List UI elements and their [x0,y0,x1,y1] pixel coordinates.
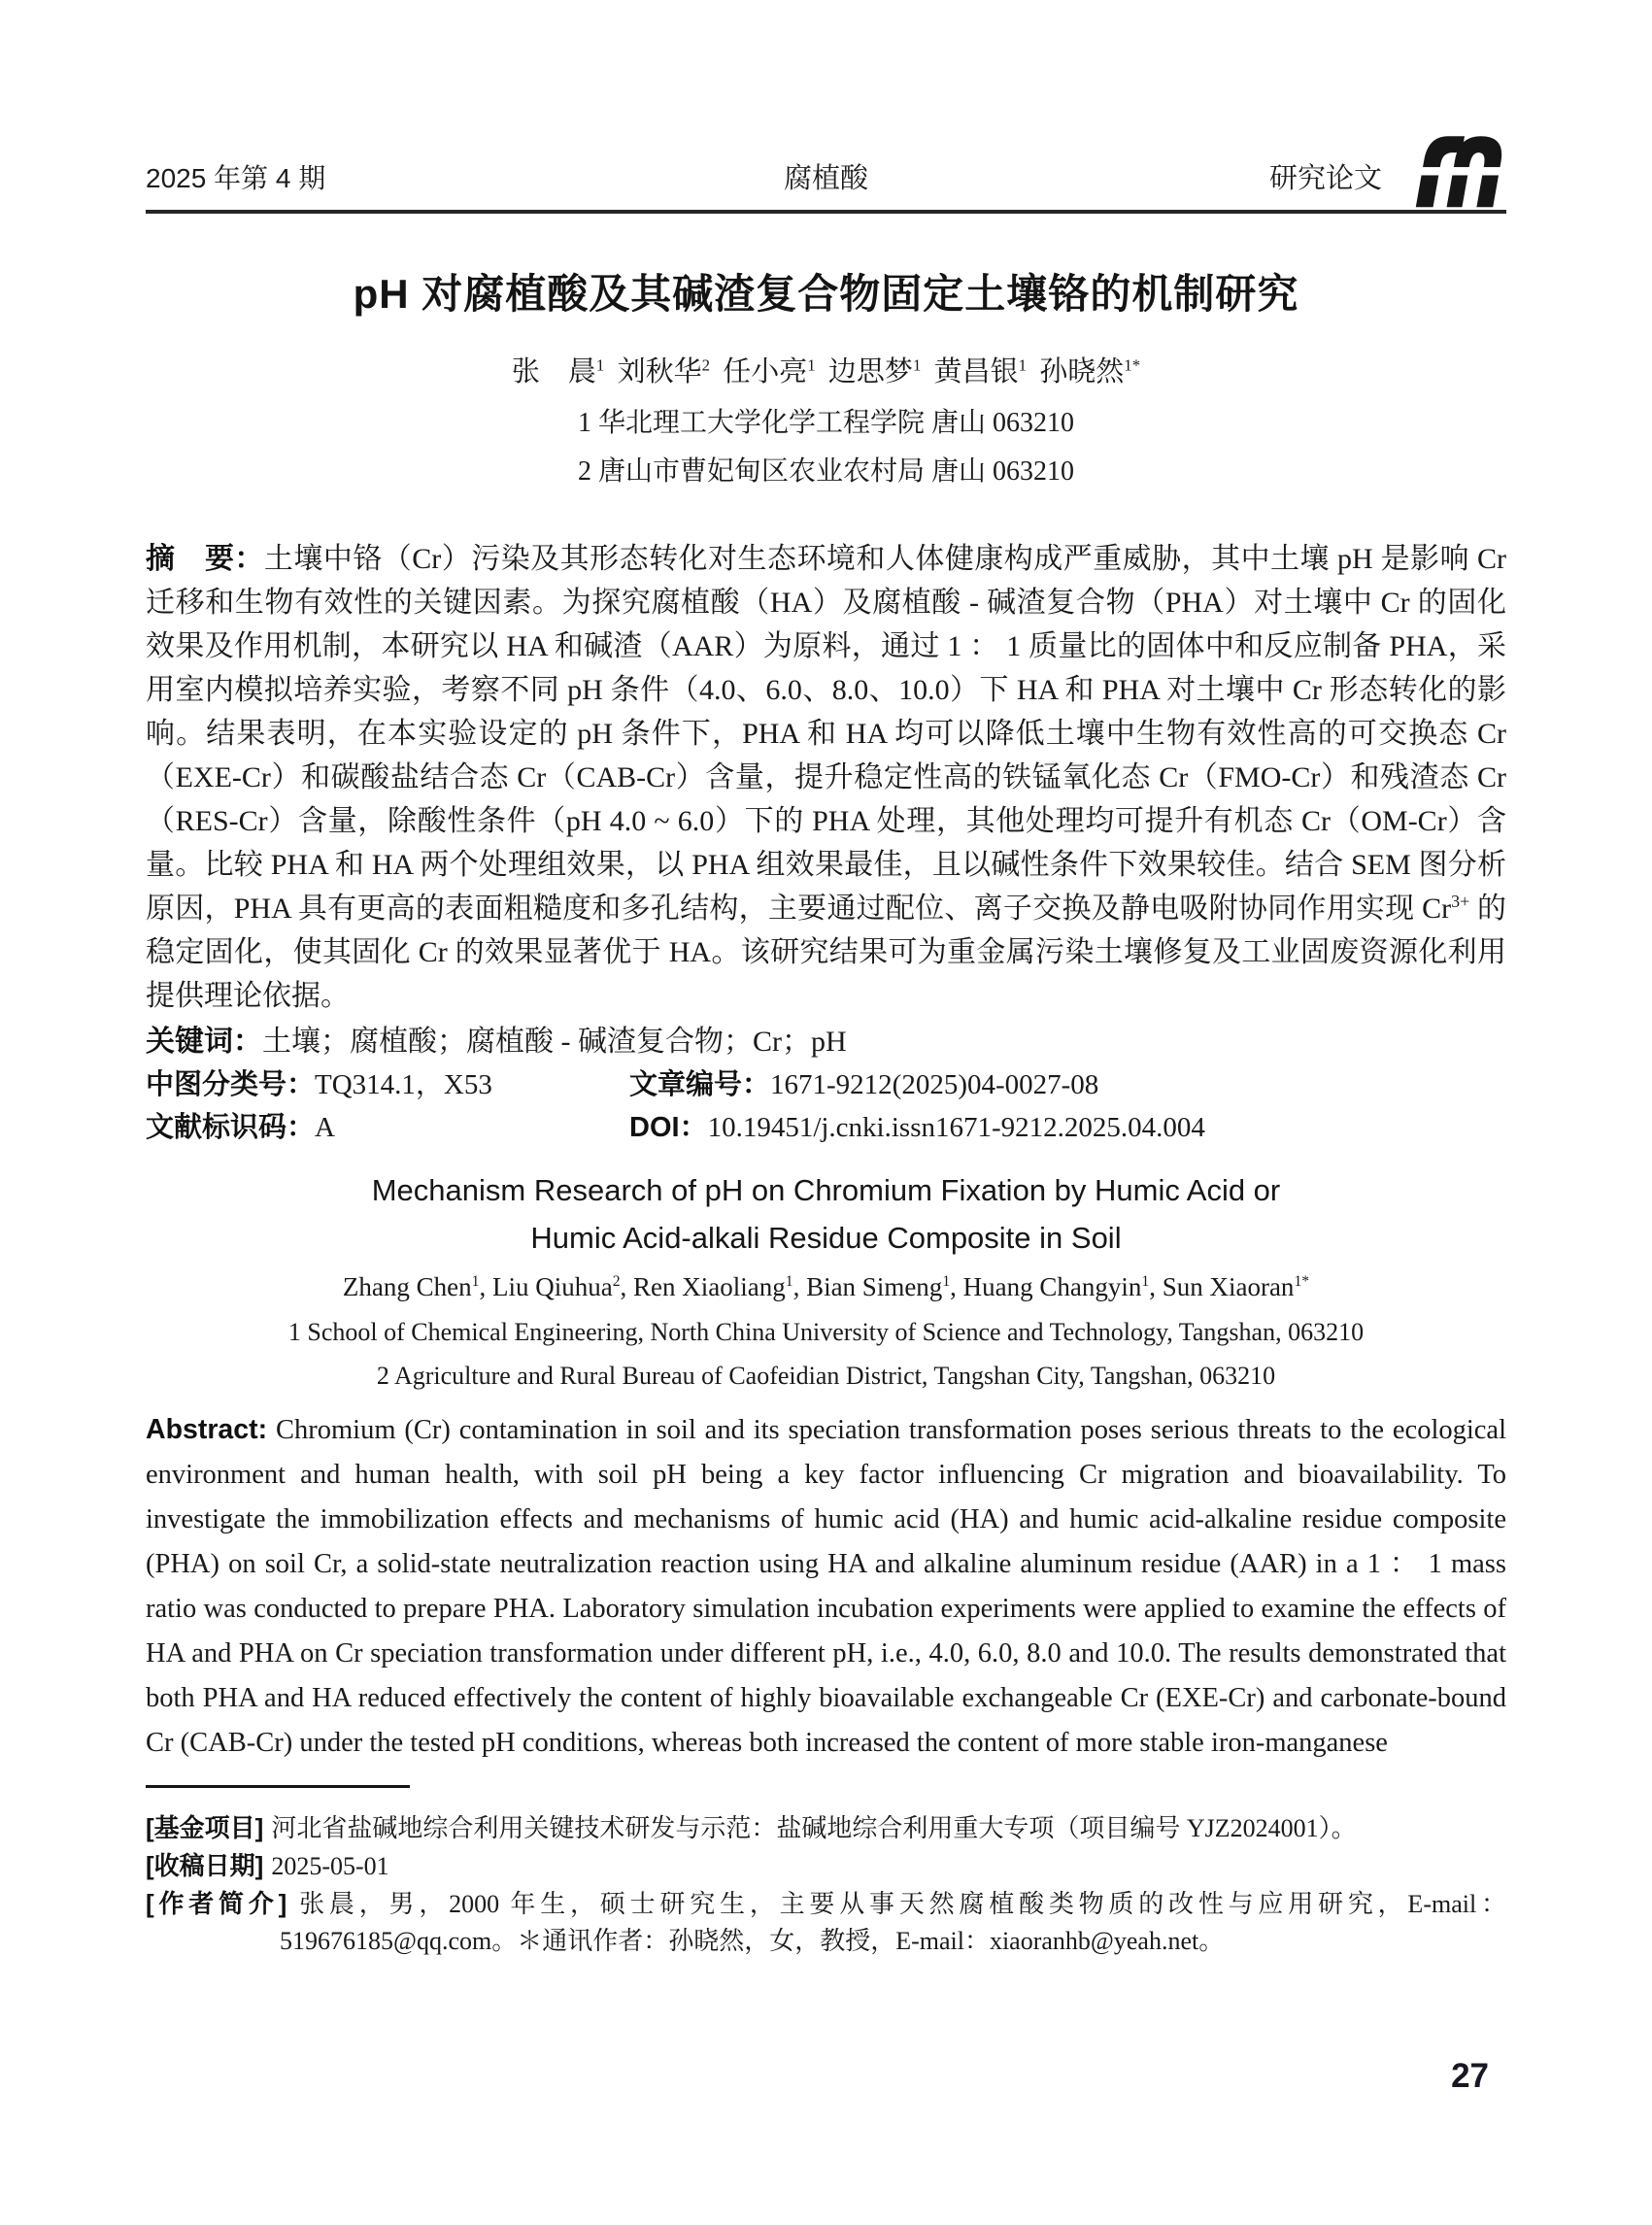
paper-title-en-line: Humic Acid-alkali Residue Composite in Soil [530,1221,1122,1255]
header-rule [146,210,1506,214]
abstract-en [146,1407,1506,1766]
footnote-item [146,1809,1506,1847]
keywords-line [146,1020,1506,1063]
doi-value: 10.19451/j.cnki.issn1671-9212.2025.04.004 [707,1112,1205,1143]
footnote-label: [收稿日期] [146,1851,264,1880]
clc-row [146,1063,629,1106]
footnote-label: [基金项目] [146,1813,264,1842]
clc-value: TQ314.1，X53 [315,1069,492,1100]
header-right-group [1269,126,1506,210]
issue-label: 2025 年第 4 期 [146,163,326,193]
doc-code-label: 文献标识码： [146,1112,316,1143]
affiliation-line-en: 2 Agriculture and Rural Bureau of Caofeidian District, Tangshan City, Tangshan, 063210 [376,1362,1276,1390]
abstract-label-cn: 摘 要： [146,543,264,575]
page-number: 27 [1451,2057,1489,2095]
paper-title-en [146,1166,1506,1262]
doc-code-value: A [315,1112,335,1143]
article-id-value: 1671-9212(2025)04-0027-08 [770,1069,1099,1100]
footnote-divider [146,1785,410,1788]
footnote-item [146,1885,1506,1960]
footnotes [146,1809,1506,1960]
footnote-text: 张晨，男，2000 年生，硕士研究生，主要从事天然腐植酸类物质的改性与应用研究，E-mail：519676185@qq.com。＊通讯作者：孙晓然，女，教授，E-mail：xiaoranhb@yeah.net。 [280,1890,1506,1955]
affiliation-line-cn: 2 唐山市曹妃甸区农业农村局 唐山 063210 [577,456,1074,487]
affiliations-cn [146,399,1506,496]
journal-header [146,124,1506,210]
doc-code-row [146,1106,629,1149]
footnote-text: 河北省盐碱地综合利用关键技术研发与示范：盐碱地综合利用重大专项（项目编号 YJZ2024001）。 [271,1814,1357,1842]
affiliation-line-en: 1 School of Chemical Engineering, North China University of Science and Technology, Tangshan, 063210 [287,1318,1365,1346]
abstract-text-en: Chromium (Cr) contamination in soil and its speciation transformation poses serious threats to the ecological environment and human health, with soil pH being a key factor influencing Cr migration and bioavailability. To investigate the immobilization effects and mechanisms of humic acid (HA) and humic acid-alkaline residue composite (PHA) on soil Cr, a solid-state neutralization reaction using HA and alkaline aluminum residue (AAR) in a 1 ： 1 mass ratio was conducted to prepare PHA. Laboratory simulation incubation experiments were applied to examine the effects of HA and PHA on Cr speciation transformation under different pH, i.e., 4.0, 6.0, 8.0 and 10.0. The results demonstrated that both PHA and HA reduced effectively the content of highly bioavailable exchangeable Cr (EXE-Cr) and carbonate-bound Cr (CAB-Cr) under the tested pH conditions, whereas both increased the content of more stable iron-manganese [146,1415,1506,1758]
affiliation-line-cn: 1 华北理工大学化学工程学院 唐山 063210 [577,408,1074,438]
journal-logo-icon [1407,126,1506,210]
authors-en: Zhang Chen$^1$, Liu Qiuhua$^2$, Ren Xiaoliang$^1$, Bian Simeng$^1$, Huang Changyin$^1$, Sun Xiaoran$^{1*}$ [342,1272,1310,1301]
paper-title-en-line: Mechanism Research of pH on Chromium Fixation by Humic Acid or [371,1173,1281,1207]
article-category: 研究论文 [1268,163,1382,194]
abstract-text-cn: 土壤中铬（Cr）污染及其形态转化对生态环境和人体健康构成严重威胁，其中土壤 pH 是影响 Cr 迁移和生物有效性的关键因素。为探究腐植酸（HA）及腐植酸 - 碱渣复合物（PHA）对土壤中 Cr 的固化效果及作用机制，本研究以 HA 和碱渣（AAR）为原料，通过 1 ： 1 质量比的固体中和反应制备 PHA，采用室内模拟培养实验，考察不同 pH 条件（4.0、6.0、8.0、10.0）下 HA 和 PHA 对土壤中 Cr 形态转化的影响。结果表明，在本实验设定的 pH 条件下，PHA 和 HA 均可以降低土壤中生物有效性高的可交换态 Cr（EXE-Cr）和碳酸盐结合态 Cr（CAB-Cr）含量，提升稳定性高的铁锰氧化态 Cr（FMO-Cr）和残渣态 Cr（RES-Cr）含量，除酸性条件（pH 4.0 ~ 6.0）下的 PHA 处理，其他处理均可提升有机态 Cr（OM-Cr）含量。比较 PHA 和 HA 两个处理组效果，以 PHA 组效果最佳，且以碱性条件下效果较佳。结合 SEM 图分析原因，PHA 具有更高的表面粗糙度和多孔结构，主要通过配位、离子交换及静电吸附协同作用实现 $Cr^{3+}$ 的稳定固化，使其固化 Cr 的效果显著优于 HA。该研究结果可为重金属污染土壤修复及工业固废资源化利用提供理论依据。 [146,543,1507,1012]
meta-block [146,1063,1506,1149]
article-id-row [629,1063,1506,1106]
keywords-text: 土壤；腐植酸；腐植酸 - 碱渣复合物；Cr；pH [262,1026,847,1058]
journal-name: 腐植酸 [783,163,869,194]
footnote-text: 2025-05-01 [271,1852,389,1880]
article-id-label: 文章编号： [629,1069,771,1100]
clc-label: 中图分类号： [146,1069,316,1100]
abstract-label-en: Abstract: [146,1414,268,1445]
doi-row [629,1106,1506,1149]
paper-title-cn: pH 对腐植酸及其碱渣复合物固定土壤铬的机制研究 [353,271,1299,317]
abstract-cn [146,537,1506,1018]
doi-label: DOI： [629,1112,708,1143]
affiliations-en [146,1310,1506,1398]
footnote-label: [作者简介] [146,1889,287,1918]
keywords-label: 关键词： [146,1026,262,1058]
authors-cn: 张 晨$^1$ 刘秋华$^2$ 任小亮$^1$ 边思梦$^1$ 黄昌银$^1$ 孙晓然$^{1*}$ [511,355,1141,388]
footnote-item [146,1847,1506,1885]
